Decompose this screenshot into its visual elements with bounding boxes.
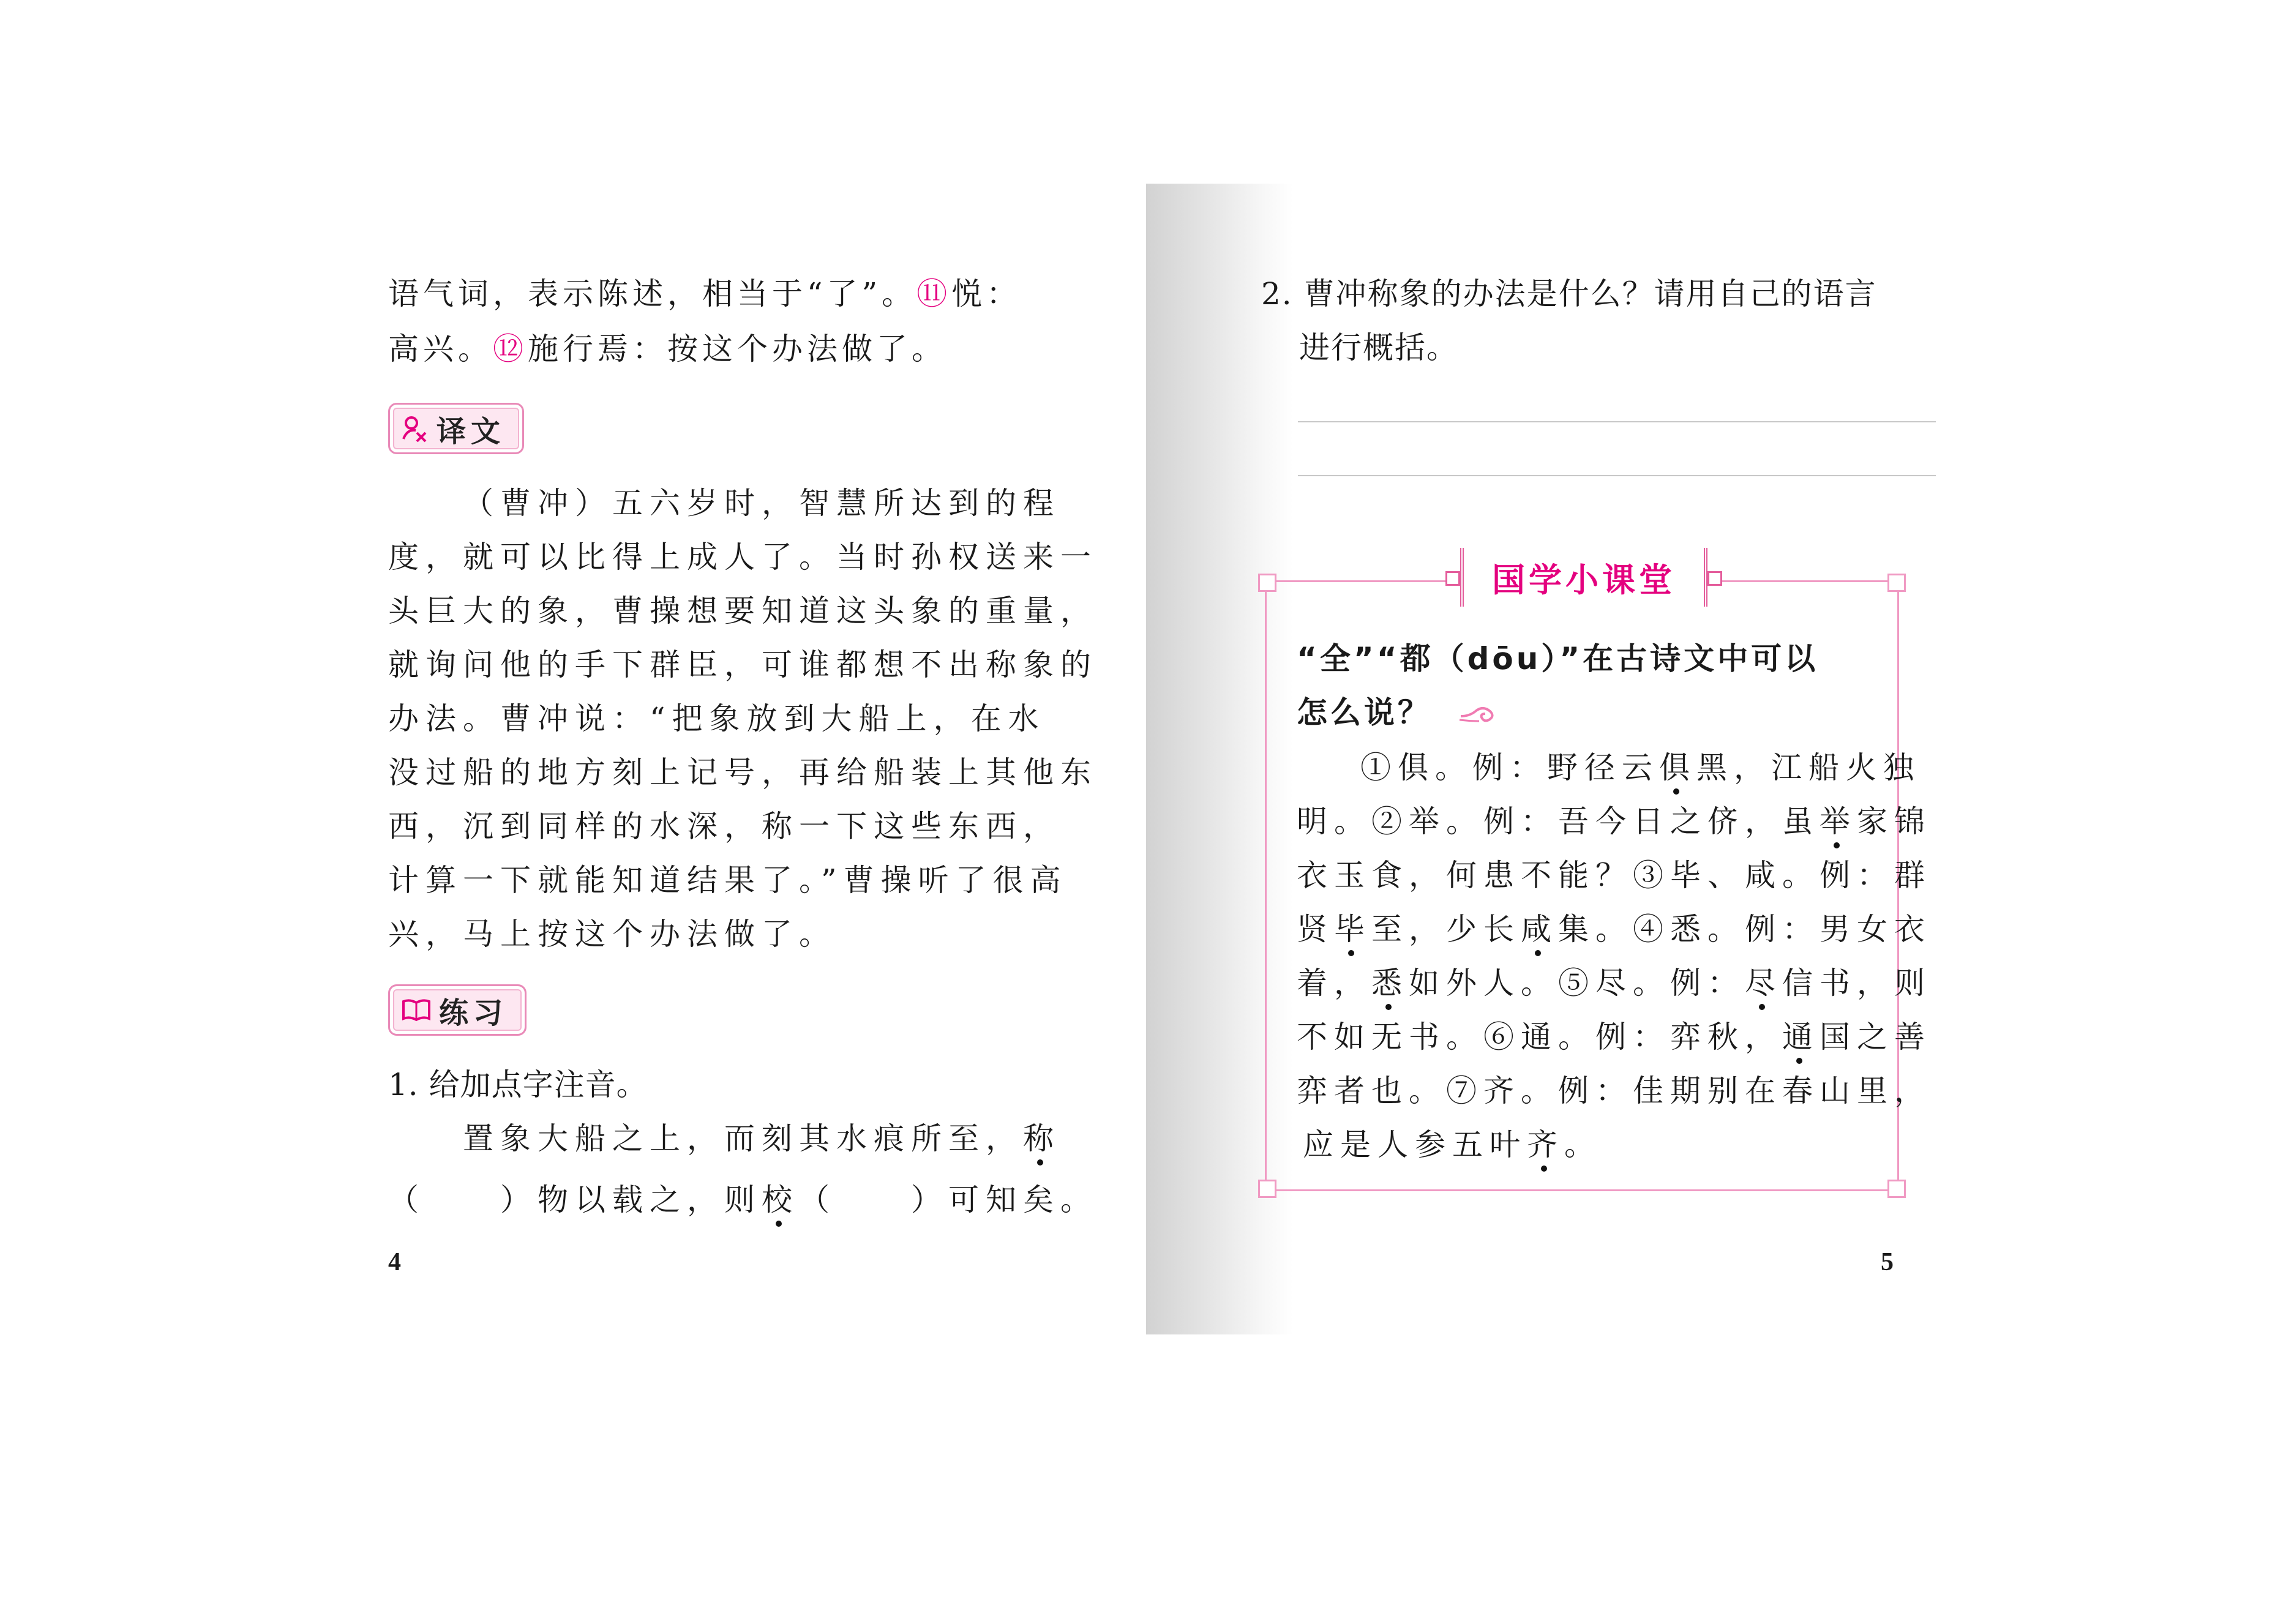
page-number-right: 5 <box>1881 1248 1894 1276</box>
dotted-char: 俱 <box>1659 743 1696 787</box>
box-line-text: 家锦 <box>1857 804 1932 839</box>
exercise-1-sentence-line-2: （ ）物以载之，则校（ ）可知矣。 <box>388 1175 1098 1219</box>
exercise-heading: 练习 <box>388 984 527 1036</box>
box-line-text: 集。④悉。例：男女衣 <box>1558 911 1932 947</box>
box-line-text: 贤 <box>1297 911 1334 947</box>
box-line-text: 信书，则 <box>1782 965 1932 1001</box>
box-line-text: 如外人。⑤尽。例： <box>1409 965 1745 1001</box>
dotted-char: 毕 <box>1334 905 1371 949</box>
box-line-text: 黑，江船火独 <box>1696 750 1921 785</box>
box-line <box>1297 905 1932 949</box>
box-corner <box>1887 1180 1906 1198</box>
box-line <box>1297 959 1932 1003</box>
dotted-char: 举 <box>1820 797 1857 841</box>
translation-heading: 译文 <box>388 403 524 454</box>
box-line <box>1297 1012 1932 1057</box>
box-line <box>1303 1120 1602 1164</box>
translation-line-2: 度，就可以比得上成人了。当时孙权送来一 <box>388 539 1098 575</box>
exercise-2-line-1: 2. 曹冲称象的办法是什么？请用自己的语言 <box>1261 276 1877 312</box>
box-line-text: 应是人参五叶 <box>1303 1127 1527 1162</box>
box-line-text: 国之善 <box>1820 1019 1932 1055</box>
dotted-char: 通 <box>1782 1012 1820 1057</box>
page-number-left: 4 <box>388 1248 401 1276</box>
box-corner <box>1258 574 1276 592</box>
box-line-text: 弈者也。⑦齐。例：佳期别在春山里， <box>1297 1073 1932 1109</box>
exercise-1-sentence-line-1: 置象大船之上，而刻其水痕所至，称 <box>463 1114 1060 1158</box>
box-line-text: 不如无书。⑥通。例：弈秋， <box>1297 1019 1782 1055</box>
translation-line-3: 头巨大的象，曹操想要知道这头象的重量， <box>388 593 1098 629</box>
box-question-line-2: 怎么说？ <box>1297 688 1500 732</box>
dotted-char-cheng: 称 <box>1023 1114 1060 1158</box>
dotted-char: 尽 <box>1745 959 1782 1003</box>
box-line-text: 明。②举。例：吾今日之侪，虽 <box>1297 804 1820 839</box>
answer-blank-2[interactable]: （ ） <box>799 1182 948 1218</box>
translation-line-4: 就询问他的手下群臣，可谁都想不出称象的 <box>388 647 1098 683</box>
translation-line-5: 办法。曹冲说：“把象放到大船上，在水 <box>388 701 1046 736</box>
dotted-char: 齐 <box>1527 1120 1564 1164</box>
box-line <box>1360 743 1921 787</box>
answer-blank-1[interactable]: （ ） <box>388 1182 538 1218</box>
answer-line-2[interactable] <box>1298 475 1936 476</box>
box-corner <box>1258 1180 1276 1198</box>
translation-line-9: 兴，马上按这个办法做了。 <box>388 916 836 952</box>
dotted-char: 悉 <box>1371 959 1409 1003</box>
translation-line-8: 计算一下就能知道结果了。”曹操听了很高 <box>388 863 1068 898</box>
box-line-text: 着， <box>1297 965 1371 1001</box>
cloud-swirl-icon <box>1457 703 1500 727</box>
box-line-text: 。 <box>1564 1127 1602 1162</box>
dotted-char-jiao: 校 <box>762 1175 799 1219</box>
notes-line-1: 语气词，表示陈述，相当于“了”。⑪悦： <box>388 276 1022 312</box>
box-line <box>1297 851 1932 895</box>
box-line-text: ①俱。例：野径云 <box>1360 750 1659 785</box>
box-line <box>1297 797 1932 841</box>
box-corner <box>1887 574 1906 592</box>
exercise-2-line-2: 进行概括。 <box>1299 330 1458 365</box>
person-icon <box>401 414 429 443</box>
answer-line-1[interactable] <box>1298 421 1936 422</box>
translation-line-7: 西，沉到同样的水深，称一下这些东西， <box>388 809 1060 844</box>
translation-line-6: 没过船的地方刻上记号，再给船装上其他东 <box>388 755 1098 790</box>
note-number-12: ⑫ <box>493 331 528 367</box>
exercise-1-prompt: 1. 给加点字注音。 <box>388 1067 648 1102</box>
notes-line-2: 高兴。⑫施行焉：按这个办法做了。 <box>388 331 946 367</box>
box-line <box>1297 1066 1932 1110</box>
note-number-11: ⑪ <box>916 276 952 312</box>
box-line-text: 至，少长 <box>1371 911 1521 947</box>
book-icon <box>401 998 432 1022</box>
dotted-char: 咸 <box>1521 905 1558 949</box>
box-question-line-1: “全”“都（dōu）”在古诗文中可以 <box>1297 641 1819 676</box>
box-title: 国学小课堂 <box>1460 548 1707 607</box>
translation-line-1: （曹冲）五六岁时，智慧所达到的程 <box>463 485 1060 521</box>
box-line-text: 衣玉食，何患不能？③毕、咸。例：群 <box>1297 858 1932 893</box>
